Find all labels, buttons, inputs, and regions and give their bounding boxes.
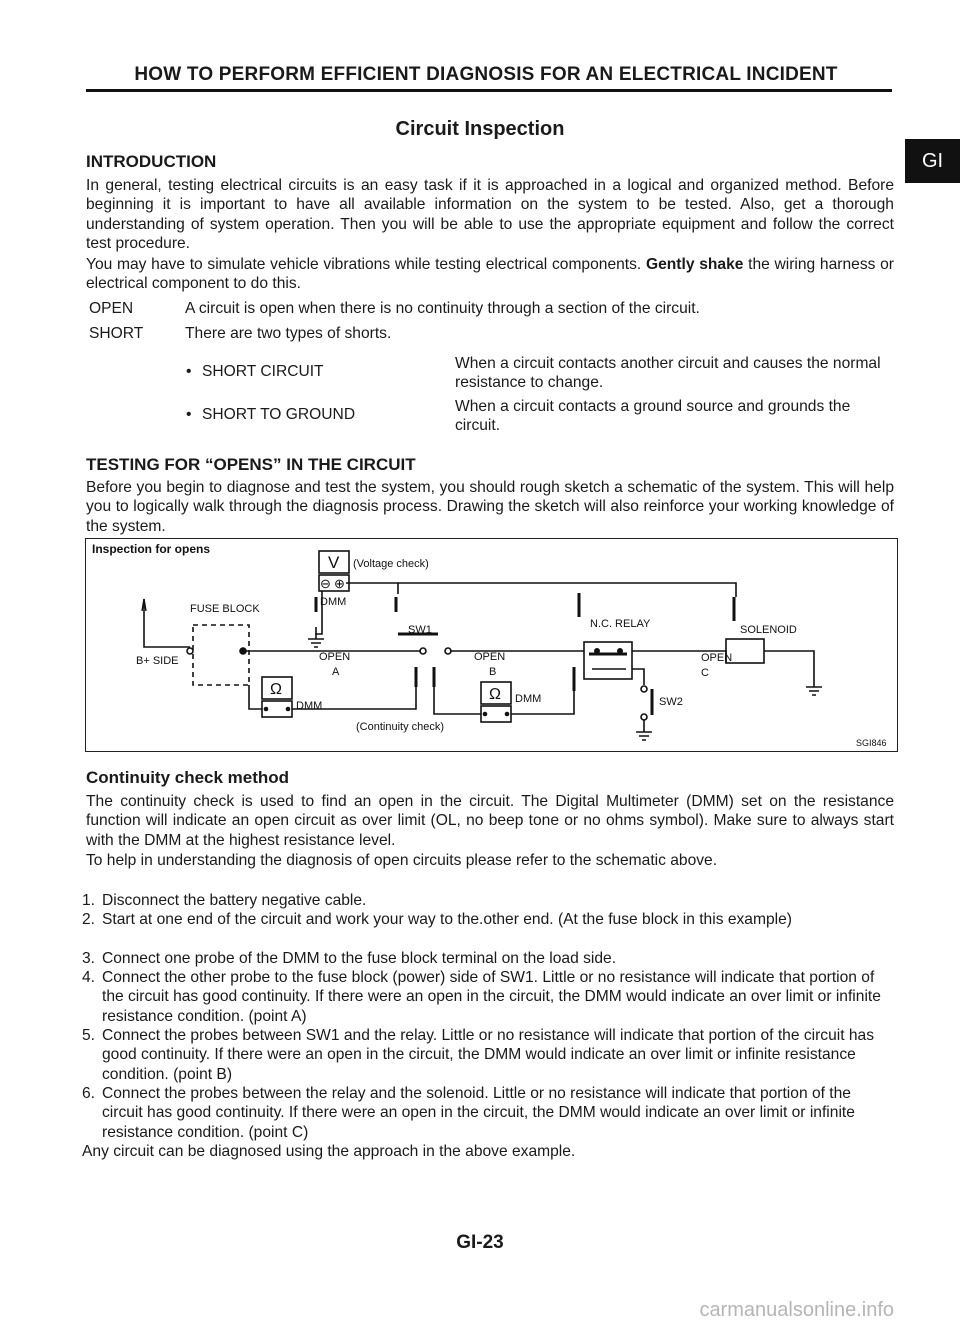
section-title: Circuit Inspection [395, 118, 565, 140]
voltage-symbol: V [328, 553, 340, 572]
short-type-1: • SHORT CIRCUIT [186, 363, 324, 380]
definition-term-open: OPEN [89, 300, 134, 317]
short-type-1-desc: When a circuit contacts another circuit and causes the normal resistance to change. [455, 355, 881, 391]
point-c-label: C [701, 667, 709, 679]
figure-title: Inspection for opens [92, 542, 211, 556]
point-b-label: B [489, 666, 497, 678]
short-type-2: • SHORT TO GROUND [186, 406, 356, 423]
voltage-minus-icon: ⊖ [320, 576, 331, 591]
intro-paragraph-1: In general, testing electrical circuits is an easy task if it is approached in a logical and organized method. Before beginning it is important to have all available information on the system to be tested. Also, get a thorough understanding of system operation. Then you will be able to use the appropriate equipment and follow the correct test procedure. [86, 177, 894, 253]
sw2-label: SW2 [659, 696, 683, 708]
ohm-b-dmm-label: DMM [515, 693, 542, 705]
voltage-check-label: (Voltage check) [353, 558, 429, 570]
relay-box [584, 642, 632, 679]
open-c-label: OPEN [701, 652, 733, 664]
list-item: 3. Connect one probe of the DMM to the fuse block terminal on the load side. [82, 950, 617, 967]
section-tab[interactable]: GI [905, 139, 960, 183]
continuity-check-label: (Continuity check) [356, 721, 445, 733]
solenoid-label: SOLENOID [740, 624, 797, 636]
ohm-b-lead-left [434, 671, 481, 714]
voltage-dmm-label: DMM [320, 596, 347, 608]
definition-term-short: SHORT [89, 325, 144, 342]
list-item: 1. Disconnect the battery negative cable. [82, 892, 367, 909]
ohm-a-dmm-label: DMM [296, 700, 323, 712]
intro-heading: INTRODUCTION [86, 152, 217, 171]
solenoid-ground-wire [764, 651, 814, 687]
intro-p2-lead: You may have to simulate vehicle vibrations while testing electrical components. [86, 256, 642, 273]
list-item: 2. Start at one end of the circuit and work your way to the.other end. (At the fuse block in this example) [82, 911, 792, 928]
point-a-label: A [332, 666, 340, 678]
open-a-label: OPEN [319, 651, 351, 663]
continuity-paragraph-1: The continuity check is used to find an open in the circuit. The Digital Multimeter (DMM) set on the resistance function will indicate an open circuit as over limit (OL, no beep tone or no ohms symbol). Make sure to always start with the DMM at the highest resistance level. [86, 793, 894, 849]
testing-heading: TESTING FOR “OPENS” IN THE CIRCUIT [86, 455, 416, 474]
list-item: 6. Connect the probes between the relay and the solenoid. Little or no resistance will indicate that portion of the circuit has good continuity. If there were an open in the circuit, the DMM would indicate an over limit or infinite resistance condition. (point C) [82, 1085, 855, 1141]
list-item: 5. Connect the probes between SW1 and the relay. Little or no resistance will indicate that portion of the circuit has good continuity. If there were an open in the circuit, the DMM would indicate an over limit or infinite resistance condition. (point B) [82, 1027, 875, 1083]
intro-p2-tail: the wiring harness or electrical component to do this. [86, 256, 894, 293]
continuity-heading: Continuity check method [86, 768, 290, 787]
definition-open: A circuit is open when there is no continuity through a section of the circuit. [185, 300, 700, 317]
relay-to-sw2 [632, 669, 644, 685]
ohm-a-symbol: Ω [270, 681, 282, 698]
open-b-label: OPEN [474, 651, 506, 663]
figure-code: SGI846 [856, 738, 887, 748]
closing-sentence: Any circuit can be diagnosed using the approach in the above example. [82, 1143, 576, 1160]
intro-paragraph-2 [86, 255, 894, 294]
fuse-block-outline [193, 625, 249, 685]
testing-paragraph: Before you begin to diagnose and test the system, you should rough sketch a schematic of the system. This will help you to logically walk through the diagnosis process. Drawing the sketch will also reinforce your working knowledge of the system. [86, 479, 894, 535]
fuse-pin-left [187, 648, 193, 654]
page-header-title: HOW TO PERFORM EFFICIENT DIAGNOSIS FOR AN ELECTRICAL INCIDENT [134, 64, 838, 85]
circuit-schematic [86, 539, 899, 753]
b-side-label: B+ SIDE [136, 655, 179, 667]
voltage-lead-pos [346, 583, 398, 594]
voltage-plus-icon: ⊕ [334, 576, 345, 591]
fuse-block-label: FUSE BLOCK [190, 603, 260, 615]
continuity-paragraph-2: To help in understanding the diagnosis of open circuits please refer to the schematic above. [86, 852, 718, 869]
b-side-wire [144, 599, 190, 647]
circuit-figure [85, 538, 898, 752]
ohm-b-symbol: Ω [489, 686, 501, 703]
ohm-a-lead-left [249, 685, 262, 709]
page-number: GI-23 [456, 1232, 504, 1253]
voltage-lead-extended [398, 583, 736, 597]
short-type-2-desc: When a circuit contacts a ground source and grounds the circuit. [455, 398, 851, 434]
watermark: carmanualsonline.info [699, 1299, 894, 1321]
intro-p2-bold: Gently shake [645, 256, 744, 273]
definition-short: There are two types of shorts. [185, 325, 392, 342]
sw1-label: SW1 [408, 624, 432, 636]
header-rule [86, 89, 892, 92]
list-item: 4. Connect the other probe to the fuse block (power) side of SW1. Little or no resistance will indicate that portion of the circuit has good continuity. If there were an open in the circuit, the DMM would indicate an over limit or infinite resistance condition. (point A) [82, 969, 881, 1025]
nc-relay-label: N.C. RELAY [590, 618, 651, 630]
